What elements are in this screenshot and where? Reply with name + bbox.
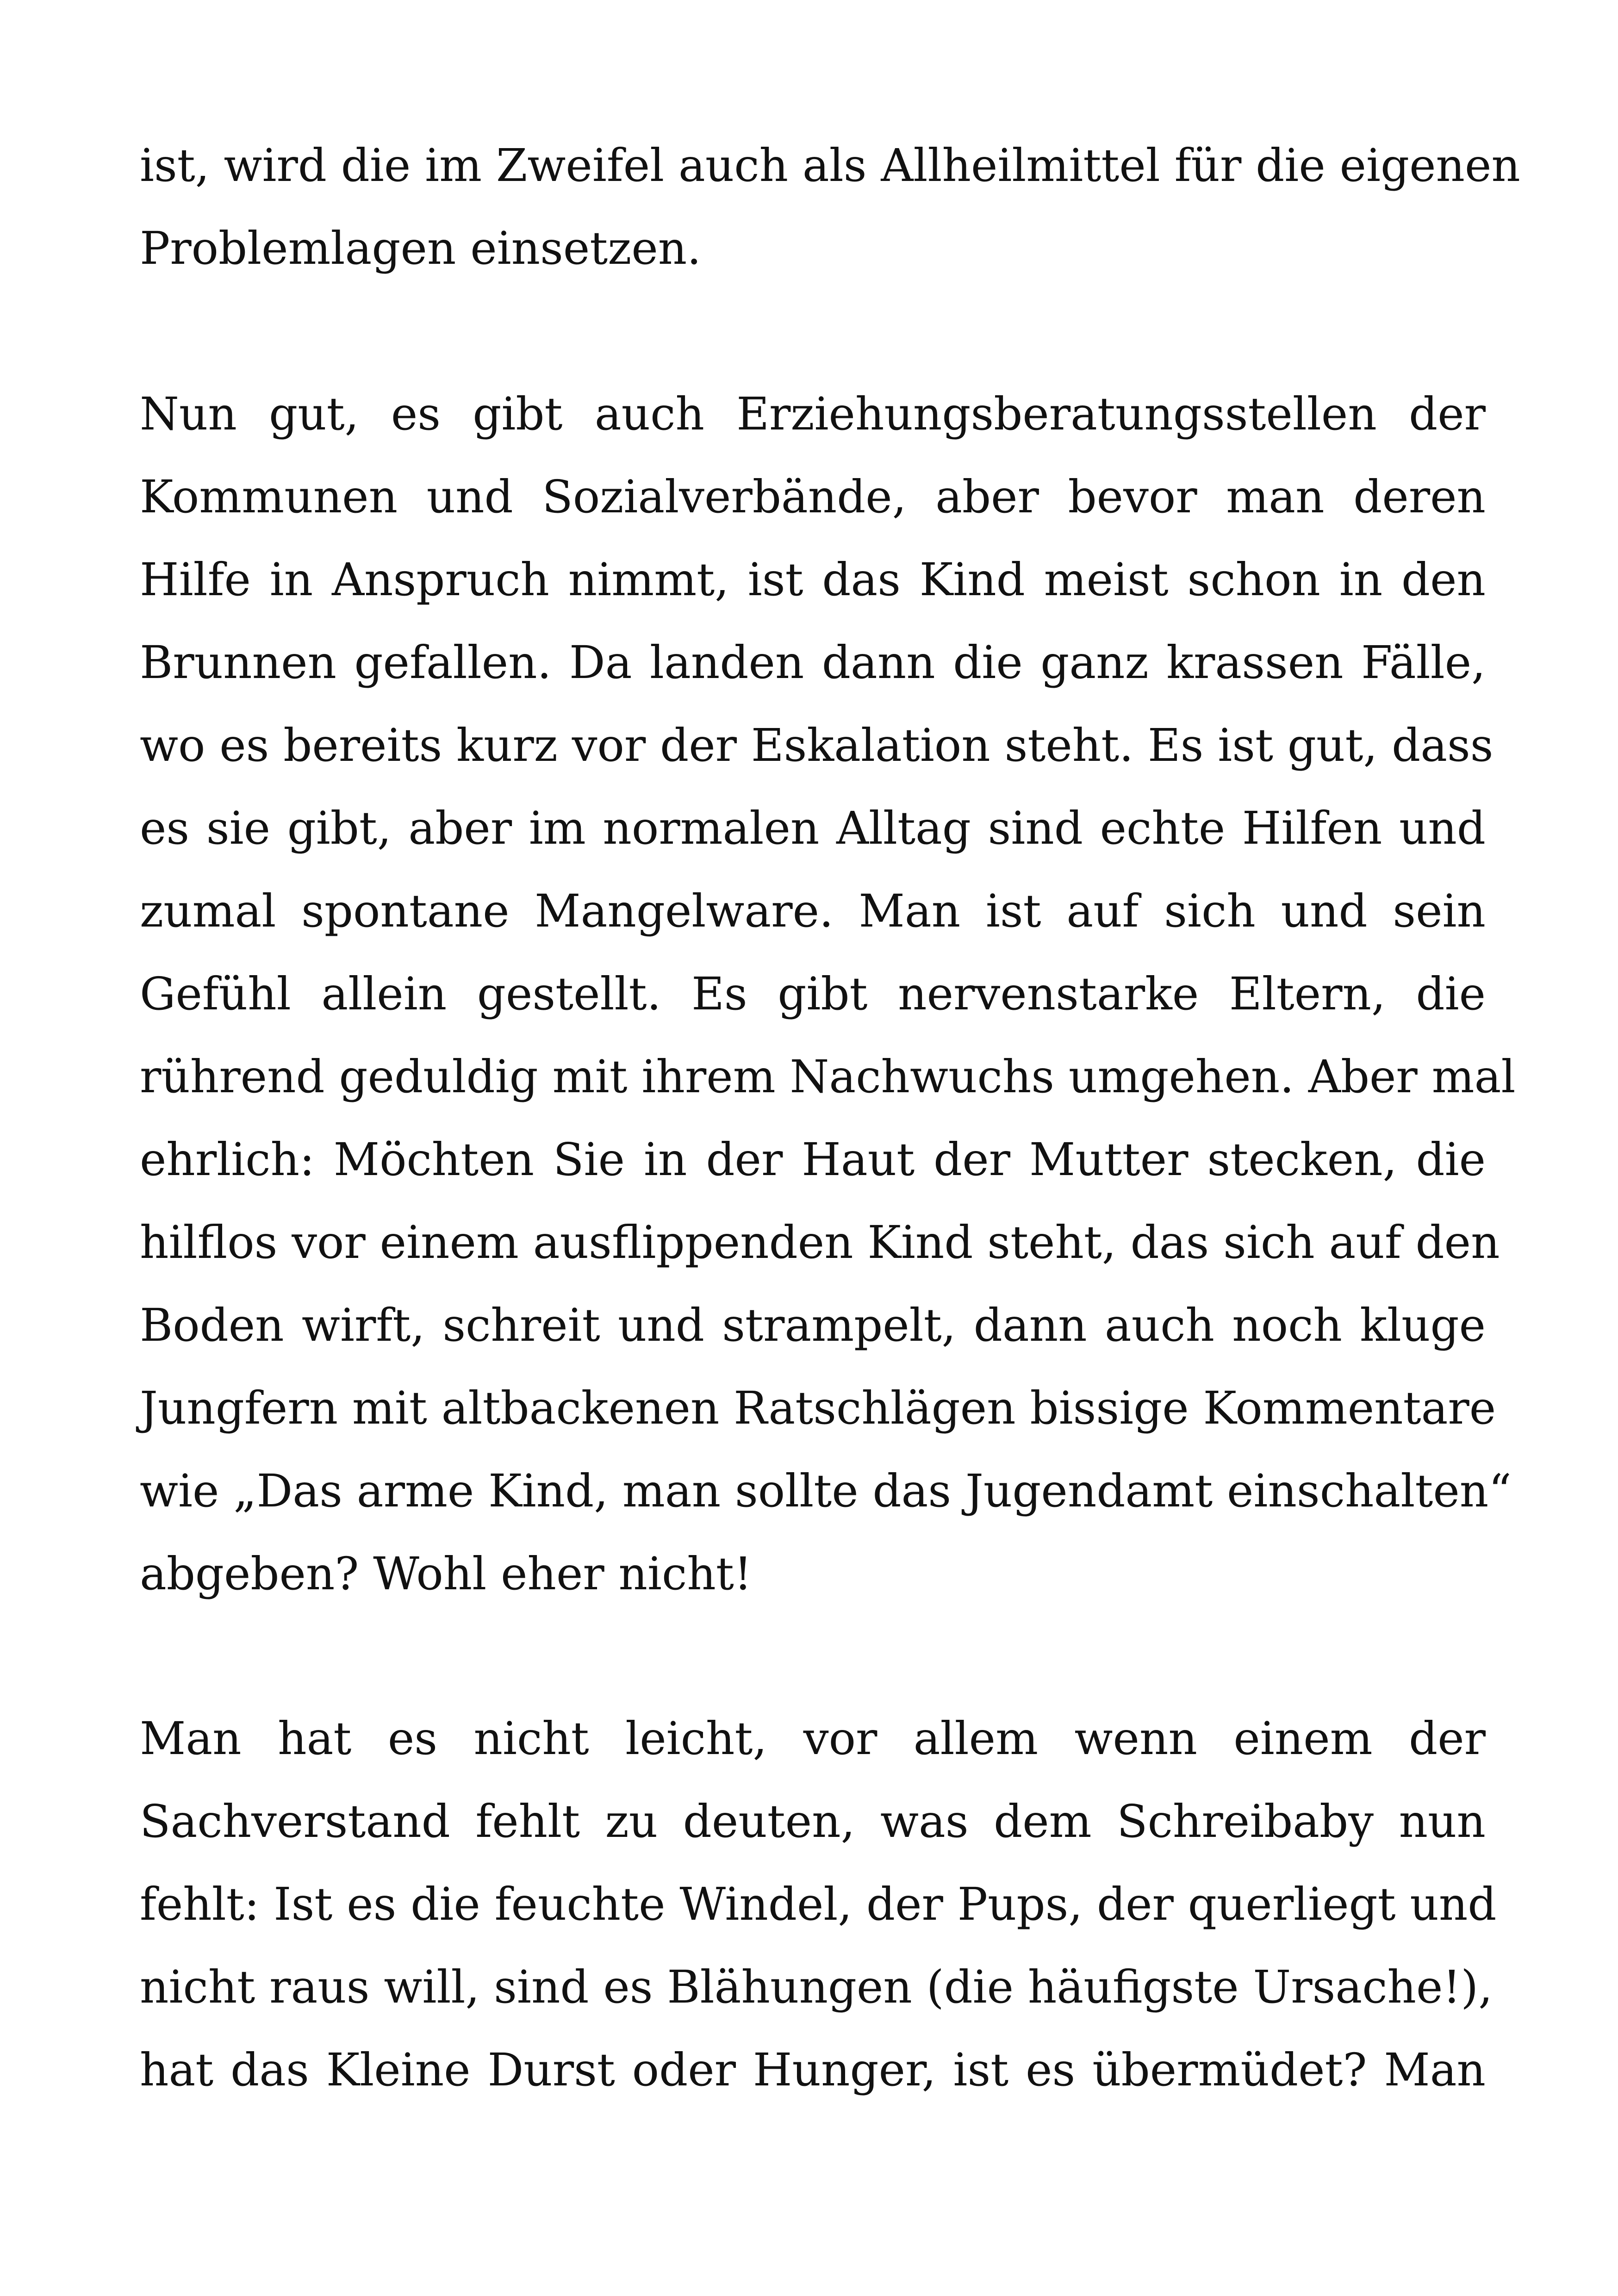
paragraph-3 bbox=[140, 1697, 1497, 2111]
paragraph-line: fehlt: Ist es die feuchte Windel, der Pups, der querliegt und bbox=[140, 1878, 1497, 1930]
paragraph-line: Brunnen gefallen. Da landen dann die ganz krassen Fälle, bbox=[140, 636, 1486, 689]
paragraph-line: Hilfe in Anspruch nimmt, ist das Kind meist schon in den bbox=[140, 554, 1486, 606]
paragraph-line: Nun gut, es gibt auch Erziehungsberatungsstellen der bbox=[140, 388, 1486, 440]
paragraph-line: Man hat es nicht leicht, vor allem wenn einem der bbox=[140, 1712, 1486, 1765]
paragraph-line: Problemlagen einsetzen. bbox=[140, 222, 702, 274]
paragraph-line: Boden wirft, schreit und strampelt, dann auch noch kluge bbox=[140, 1299, 1486, 1351]
paragraph-line: Jungfern mit altbackenen Ratschlägen bissige Kommentare bbox=[140, 1382, 1496, 1434]
paragraph-1 bbox=[140, 124, 1520, 290]
paragraph-line: hilflos vor einem ausflippenden Kind steht, das sich auf den bbox=[140, 1216, 1500, 1269]
paragraph-line: rührend geduldig mit ihrem Nachwuchs umgehen. Aber mal bbox=[140, 1051, 1516, 1103]
paragraph-line: hat das Kleine Durst oder Hunger, ist es übermüdet? Man bbox=[140, 2044, 1486, 2096]
paragraph-line: ist, wird die im Zweifel auch als Allheilmittel für die eigenen bbox=[140, 139, 1520, 192]
paragraph-line: wo es bereits kurz vor der Eskalation steht. Es ist gut, dass bbox=[140, 719, 1494, 772]
paragraph-line: Kommunen und Sozialverbände, aber bevor man deren bbox=[140, 471, 1486, 523]
paragraph-2 bbox=[140, 373, 1516, 1615]
paragraph-line: abgeben? Wohl eher nicht! bbox=[140, 1548, 752, 1600]
paragraph-line: wie „Das arme Kind, man sollte das Jugendamt einschalten“ bbox=[140, 1465, 1512, 1517]
paragraph-line: zumal spontane Mangelware. Man ist auf sich und sein bbox=[140, 885, 1486, 937]
paragraph-line: nicht raus will, sind es Blähungen (die häufigste Ursache!), bbox=[140, 1961, 1493, 2013]
paragraph-line: Sachverstand fehlt zu deuten, was dem Schreibaby nun bbox=[140, 1795, 1486, 1848]
paragraph-line: Gefühl allein gestellt. Es gibt nervenstarke Eltern, die bbox=[140, 968, 1486, 1020]
paragraph-line: es sie gibt, aber im normalen Alltag sind echte Hilfen und bbox=[140, 802, 1486, 854]
paragraph-line: ehrlich: Möchten Sie in der Haut der Mutter stecken, die bbox=[140, 1133, 1486, 1186]
